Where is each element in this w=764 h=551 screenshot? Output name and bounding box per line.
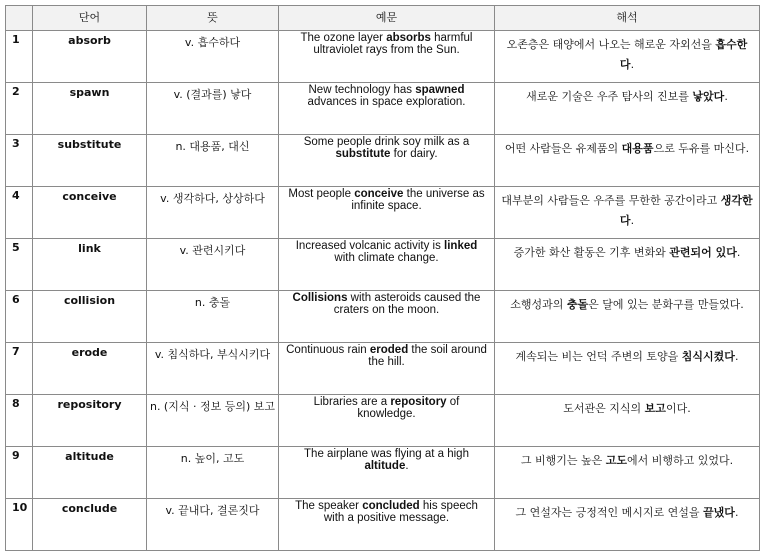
example-sentence: The speaker concluded his speech with a positive message. xyxy=(279,499,495,551)
example-keyword: eroded xyxy=(369,344,409,356)
translation-sentence: 어떤 사람들은 유제품의 대용품으로 두유를 마신다. xyxy=(495,135,760,187)
translation-keyword: 충돌 xyxy=(566,298,589,311)
table-row xyxy=(6,499,760,551)
header-word: 단어 xyxy=(33,6,147,31)
row-number: 8 xyxy=(6,395,33,447)
vocab-word: erode xyxy=(33,343,147,395)
row-number: 5 xyxy=(6,239,33,291)
word-meaning: n. 대용품, 대신 xyxy=(147,135,279,187)
row-number: 7 xyxy=(6,343,33,395)
vocab-word: substitute xyxy=(33,135,147,187)
example-sentence: The ozone layer absorbs harmful ultraviolet rays from the Sun. xyxy=(279,31,495,83)
translation-sentence: 대부분의 사람들은 우주를 무한한 공간이라고 생각한다. xyxy=(495,187,760,239)
table-row xyxy=(6,395,760,447)
table-row xyxy=(6,291,760,343)
header-number xyxy=(6,6,33,31)
row-number: 4 xyxy=(6,187,33,239)
word-meaning: v. (결과를) 낳다 xyxy=(147,83,279,135)
row-number: 3 xyxy=(6,135,33,187)
translation-sentence: 증가한 화산 활동은 기후 변화와 관련되어 있다. xyxy=(495,239,760,291)
translation-keyword: 대용품 xyxy=(621,142,654,155)
vocab-word: conceive xyxy=(33,187,147,239)
translation-sentence: 계속되는 비는 언덕 주변의 토양을 침식시켰다. xyxy=(495,343,760,395)
example-sentence: Continuous rain eroded the soil around the hill. xyxy=(279,343,495,395)
translation-sentence: 도서관은 지식의 보고이다. xyxy=(495,395,760,447)
translation-keyword: 보고 xyxy=(644,402,666,415)
word-meaning: n. 높이, 고도 xyxy=(147,447,279,499)
example-keyword: linked xyxy=(444,240,478,252)
vocab-word: link xyxy=(33,239,147,291)
vocab-word: collision xyxy=(33,291,147,343)
header-example: 예문 xyxy=(279,6,495,31)
row-number: 10 xyxy=(6,499,33,551)
translation-keyword: 생각한다 xyxy=(619,194,753,227)
example-keyword: absorbs xyxy=(386,32,431,44)
word-meaning: v. 침식하다, 부식시키다 xyxy=(147,343,279,395)
translation-sentence: 그 연설자는 긍정적인 메시지로 연설을 끝냈다. xyxy=(495,499,760,551)
example-keyword: repository xyxy=(390,396,447,408)
translation-keyword: 침식시켰다 xyxy=(681,350,735,363)
table-row xyxy=(6,447,760,499)
word-meaning: n. (지식 · 정보 등의) 보고 xyxy=(147,395,279,447)
example-sentence: Most people conceive the universe as infinite space. xyxy=(279,187,495,239)
example-keyword: altitude xyxy=(364,460,406,472)
vocab-word: spawn xyxy=(33,83,147,135)
example-sentence: Increased volcanic activity is linked with climate change. xyxy=(279,239,495,291)
vocab-word: conclude xyxy=(33,499,147,551)
table-row xyxy=(6,239,760,291)
example-sentence: Collisions with asteroids caused the craters on the moon. xyxy=(279,291,495,343)
example-sentence: Some people drink soy milk as a substitute for dairy. xyxy=(279,135,495,187)
translation-keyword: 관련되어 있다 xyxy=(669,246,737,259)
example-keyword: conceive xyxy=(354,188,404,200)
example-keyword: concluded xyxy=(362,500,420,512)
header-meaning: 뜻 xyxy=(147,6,279,31)
vocabulary-table xyxy=(5,5,760,551)
translation-keyword: 흡수한다 xyxy=(619,38,748,71)
translation-sentence: 소행성과의 충돌은 달에 있는 분화구를 만들었다. xyxy=(495,291,760,343)
table-row xyxy=(6,135,760,187)
translation-sentence: 오존층은 태양에서 나오는 해로운 자외선을 흡수한다. xyxy=(495,31,760,83)
word-meaning: v. 관련시키다 xyxy=(147,239,279,291)
table-row xyxy=(6,343,760,395)
table-row xyxy=(6,187,760,239)
example-keyword: substitute xyxy=(335,148,391,160)
word-meaning: v. 흡수하다 xyxy=(147,31,279,83)
table-row xyxy=(6,83,760,135)
row-number: 9 xyxy=(6,447,33,499)
row-number: 1 xyxy=(6,31,33,83)
word-meaning: v. 끝내다, 결론짓다 xyxy=(147,499,279,551)
translation-sentence: 그 비행기는 높은 고도에서 비행하고 있었다. xyxy=(495,447,760,499)
header-translation: 해석 xyxy=(495,6,760,31)
row-number: 6 xyxy=(6,291,33,343)
example-keyword: spawned xyxy=(415,84,465,96)
vocab-word: repository xyxy=(33,395,147,447)
row-number: 2 xyxy=(6,83,33,135)
word-meaning: v. 생각하다, 상상하다 xyxy=(147,187,279,239)
table-row xyxy=(6,31,760,83)
vocab-word: absorb xyxy=(33,31,147,83)
translation-sentence: 새로운 기술은 우주 탐사의 진보를 낳았다. xyxy=(495,83,760,135)
vocab-word: altitude xyxy=(33,447,147,499)
translation-keyword: 낳았다 xyxy=(692,90,725,103)
translation-keyword: 고도 xyxy=(605,454,627,467)
example-sentence: New technology has spawned advances in space exploration. xyxy=(279,83,495,135)
header-row xyxy=(6,6,760,31)
example-keyword: Collisions xyxy=(292,292,348,304)
example-sentence: The airplane was flying at a high altitude. xyxy=(279,447,495,499)
word-meaning: n. 충돌 xyxy=(147,291,279,343)
example-sentence: Libraries are a repository of knowledge. xyxy=(279,395,495,447)
translation-keyword: 끝냈다 xyxy=(703,506,735,519)
